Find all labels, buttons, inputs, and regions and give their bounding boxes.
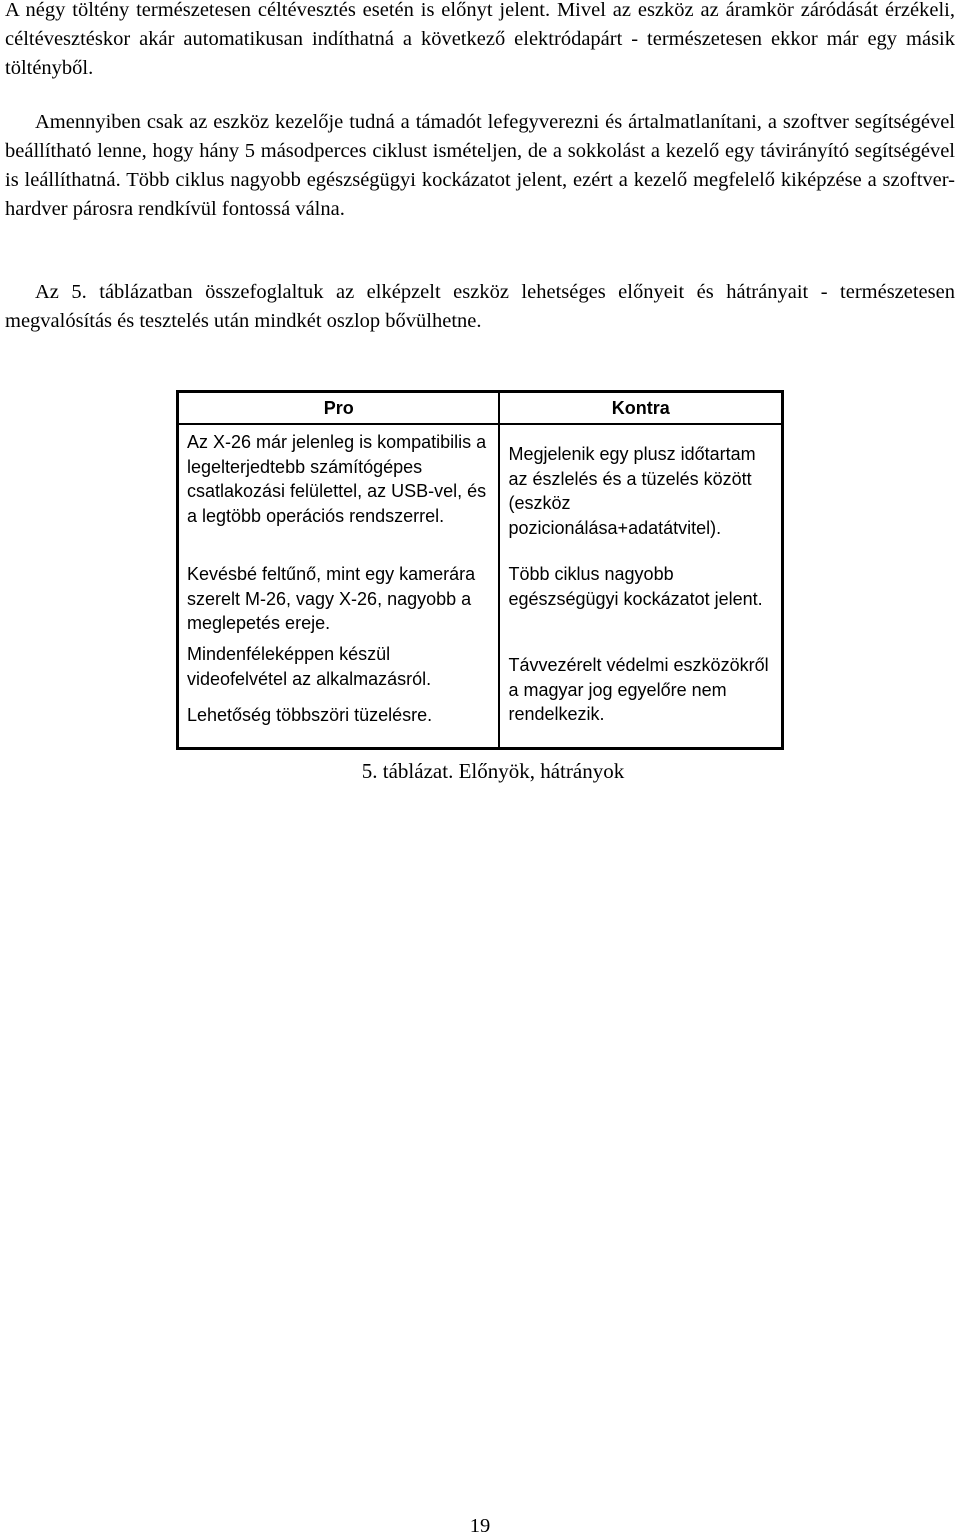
pro-contra-table xyxy=(176,390,784,750)
contra-cell-text: Több ciklus nagyobb egészségügyi kockázatot jelent. xyxy=(508,564,763,609)
table-row xyxy=(178,562,783,642)
pro-cell xyxy=(178,424,500,562)
body-paragraph-3: Az 5. táblázatban összefoglaltuk az elképzelt eszköz lehetséges előnyeit és hátrányait - természetesen megvalósítás és tesztelés után mindkét oszlop bővülhetne. xyxy=(5,281,955,332)
pro-cell-text: Az X-26 már jelenleg is kompatibilis a legelterjedtebb számítógépes csatlakozási felülettel, az USB-vel, és a legtöbb operációs rendszerrel. xyxy=(187,432,487,526)
pro-cell-text: Kevésbé feltűnő, mint egy kamerára szerelt M-26, vagy X-26, nagyobb a meglepetés ereje. xyxy=(187,564,476,633)
pro-cell-text: Mindenféleképpen készül videofelvétel az alkalmazásról. xyxy=(187,644,432,689)
contra-cell xyxy=(499,562,782,642)
contra-cell xyxy=(499,642,782,749)
contra-cell-text: Távvezérelt védelmi eszközökről a magyar jog egyelőre nem rendelkezik. xyxy=(508,655,769,724)
pro-cell-text: Lehetőség többszöri tüzelésre. xyxy=(187,705,433,725)
pro-column-header: Pro xyxy=(178,392,500,425)
table-row xyxy=(178,424,783,562)
body-paragraph-2: Amennyiben csak az eszköz kezelője tudná a támadót lefegyverezni és ártalmatlanítani, a szoftver segítségével beállítható lenne, hogy hány 5 másodperces ciklust ismételjen, de a sokkolást a kezelő egy távirányító segítségével is leállíthatná. Több ciklus nagyobb egészségügyi kockázatot jelent, ezért a kezelő megfelelő kiképzése a szoftver-hardver párosra rendkívül fontossá válna. xyxy=(5,111,955,220)
page-number: 19 xyxy=(469,1515,491,1537)
contra-cell xyxy=(499,424,782,562)
pro-cell xyxy=(178,562,500,642)
contra-column-header: Kontra xyxy=(499,392,782,425)
table-row xyxy=(178,642,783,703)
pro-cell xyxy=(178,642,500,703)
body-paragraph-1: A négy töltény természetesen céltévesztés esetén is előnyt jelent. Mivel az eszköz az áramkör záródását érzékeli, céltévesztéskor akár automatikusan indíthatná a következő elektródapárt - természetesen ekkor már egy másik töltényből. xyxy=(5,0,955,79)
table-caption: 5. táblázat. Előnyök, hátrányok xyxy=(361,759,625,783)
contra-cell-text: Megjelenik egy plusz időtartam az észlelés és a tüzelés között (eszköz pozicionálása+adatátvitel). xyxy=(508,444,756,538)
pro-cell xyxy=(178,703,500,749)
table-header-row xyxy=(178,392,783,425)
